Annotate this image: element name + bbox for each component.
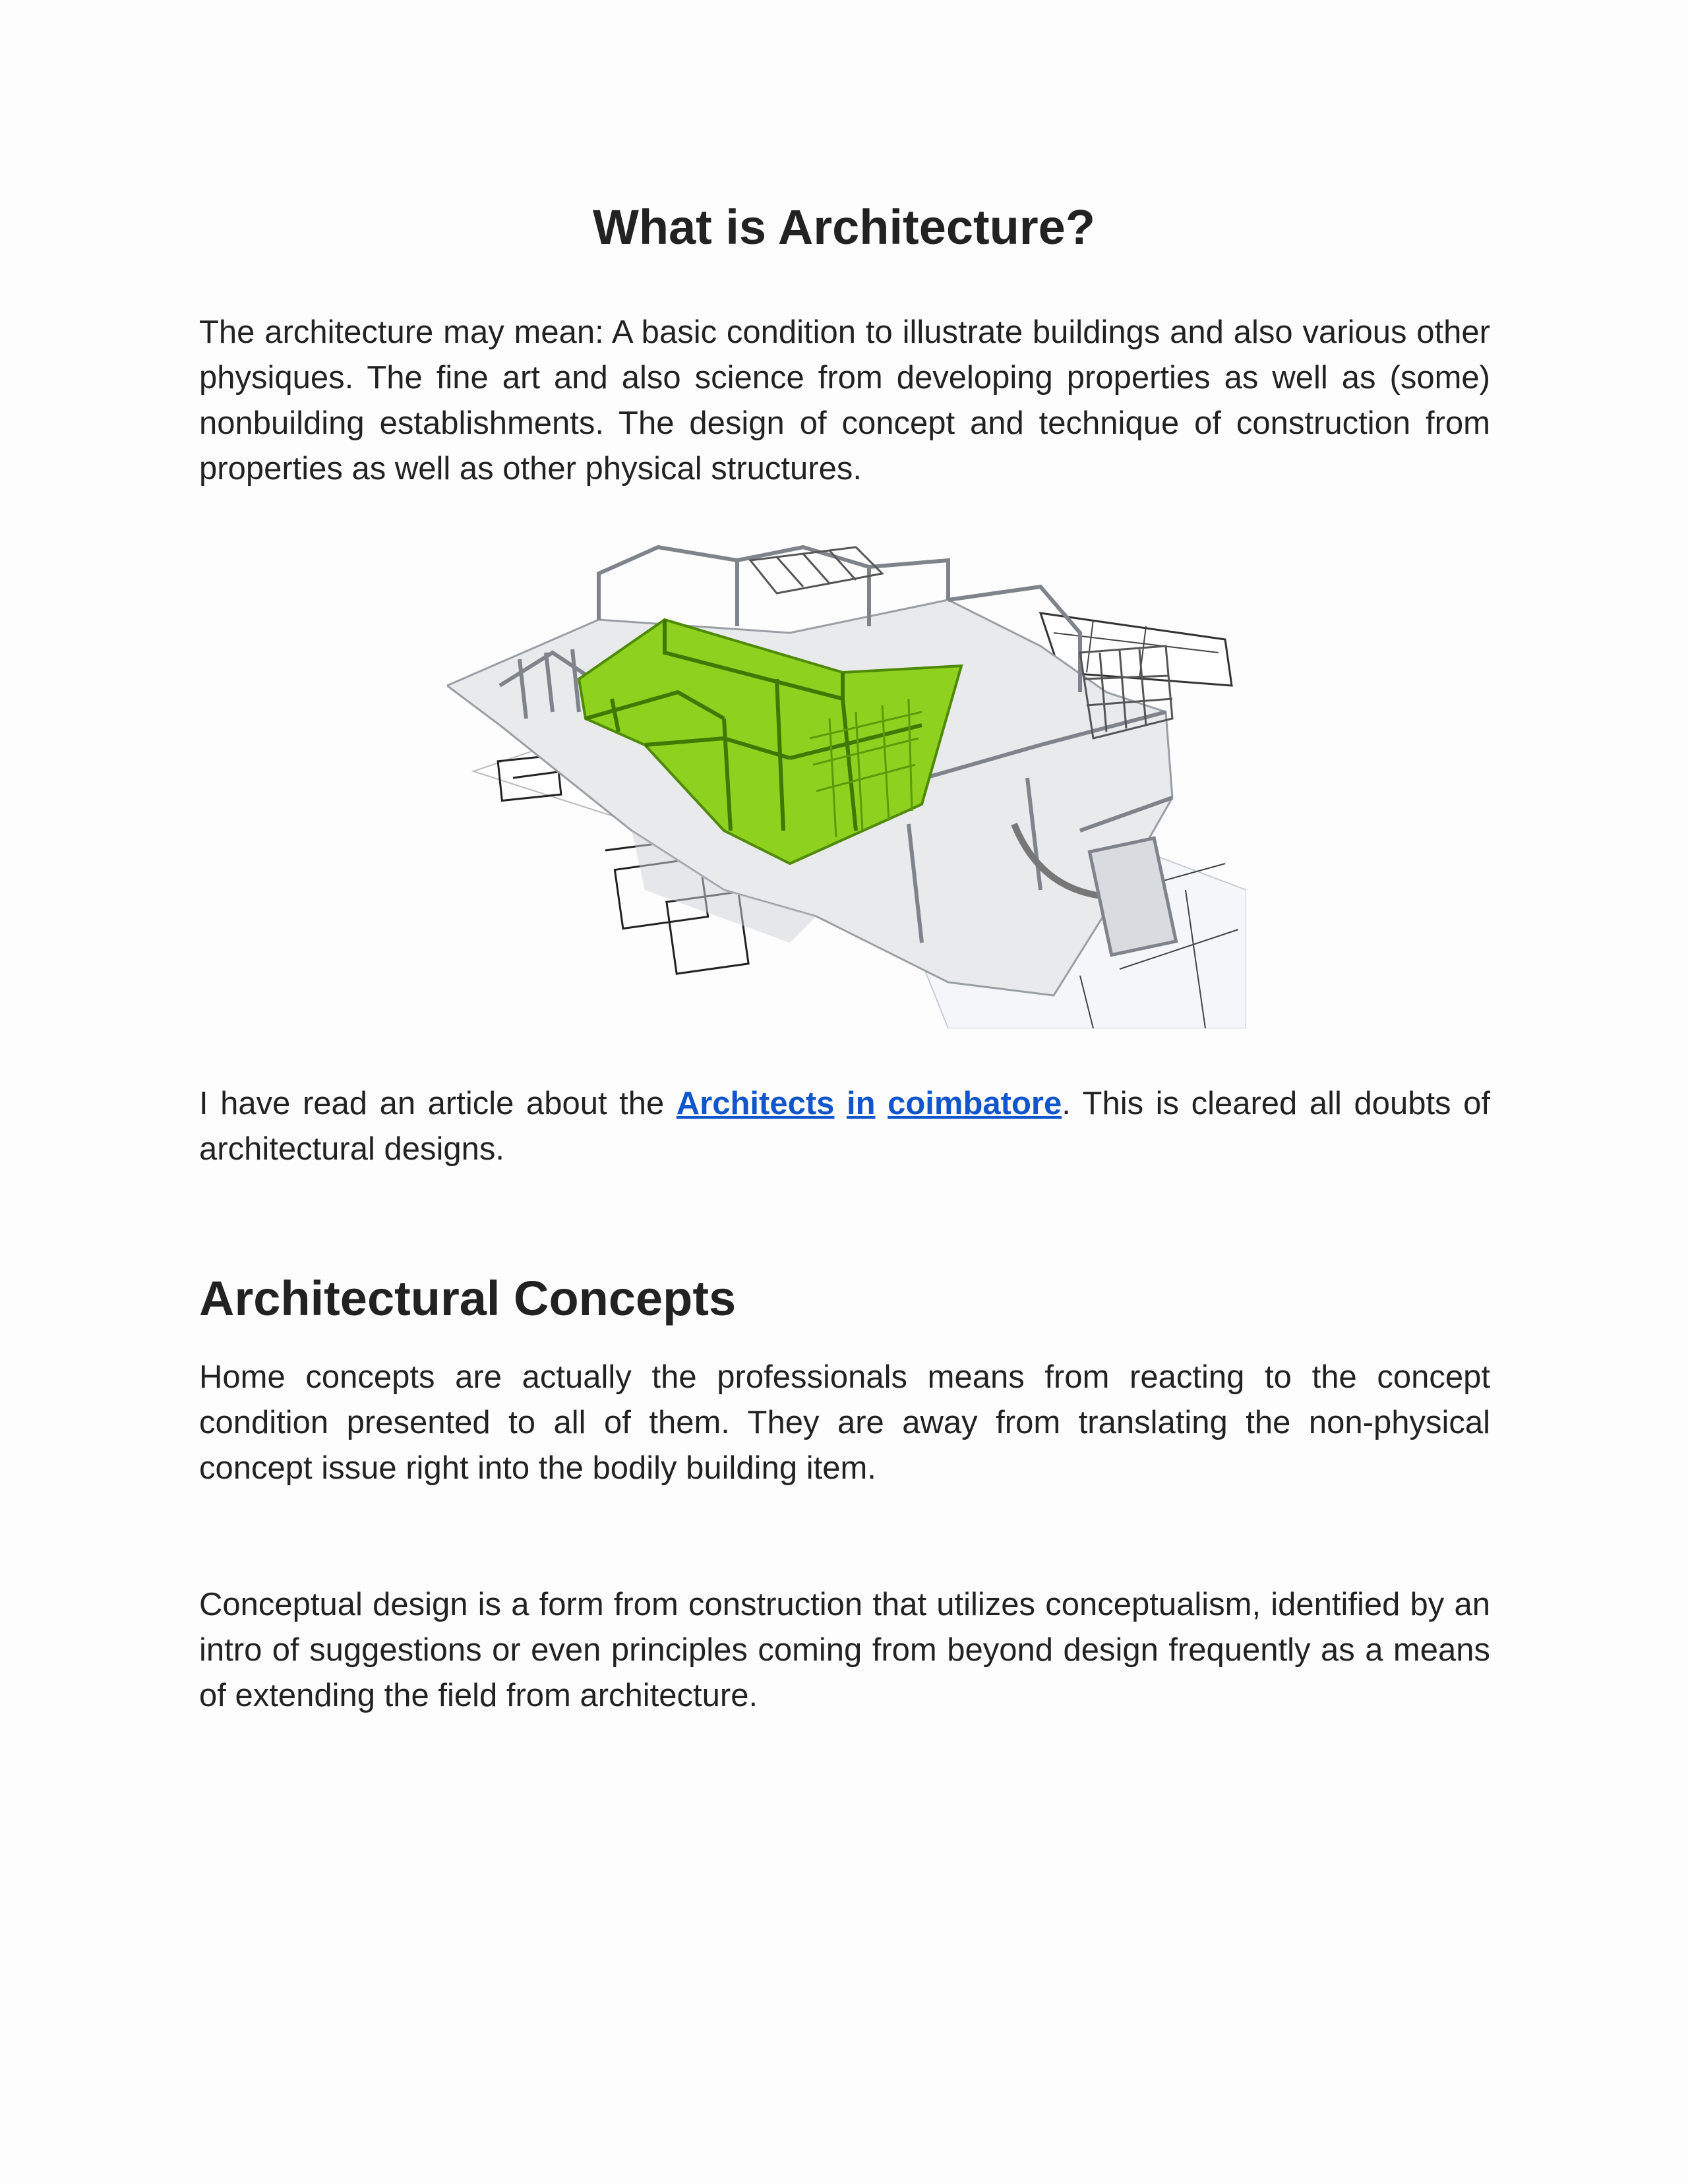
- intro-paragraph: The architecture may mean: A basic condition to illustrate buildings and also various other physiques. The fine art and also science from developing properties as well as (some) nonbuilding establishments. The design of concept and technique of construction from properties as well as other physical structures.: [199, 314, 1490, 487]
- article-note-before: I have read an article about the: [199, 1086, 677, 1121]
- section-heading: Architectural Concepts: [199, 1271, 737, 1326]
- section-paragraph-1: Home concepts are actually the professionals means from reacting to the concept condition presented to all of them. They are away from translating the non-physical concept issue right into the bodily building item.: [199, 1359, 1490, 1486]
- article-note-paragraph: [199, 1081, 1490, 1172]
- page-title: What is Architecture?: [592, 200, 1096, 254]
- architects-link[interactable]: Architects: [676, 1086, 835, 1121]
- section-paragraph-2: Conceptual design is a form from construction that utilizes conceptualism, identified by an intro of suggestions or even principles coming from beyond design frequently as a means of extending the field from architecture.: [199, 1587, 1490, 1713]
- coimbatore-link[interactable]: coimbatore: [888, 1086, 1062, 1121]
- in-link[interactable]: in: [847, 1086, 876, 1121]
- architecture-3d-floorplan-image: [447, 521, 1246, 1028]
- article-note-after: . This is cleared all doubts of architectural designs.: [199, 1086, 1490, 1167]
